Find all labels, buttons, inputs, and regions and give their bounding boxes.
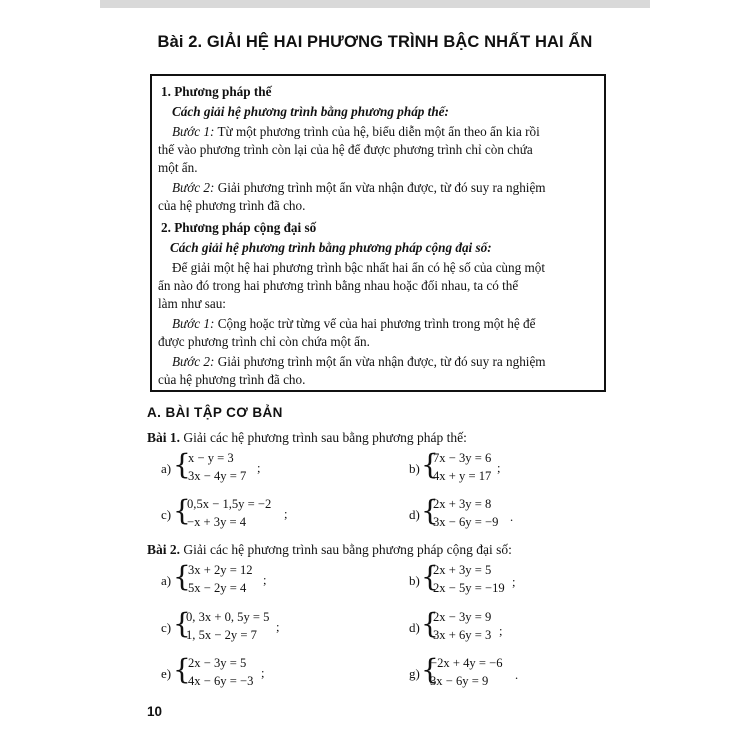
s2-intro-line3: làm như sau: [158,296,226,311]
exercise-1-label: Bài 1. [147,430,181,445]
left-brace: { [421,448,439,481]
theory-box [150,74,606,392]
lesson-title: Bài 2. GIẢI HỆ HAI PHƯƠNG TRÌNH BẬC NHẤT HAI ẨN [157,33,593,51]
equation-2: 1, 5x − 2y = 7 [186,628,257,642]
left-brace: { [421,653,439,686]
s2-step2-text1: Giải phương trình một ẩn vừa nhận được, từ đó suy ra nghiệm [217,354,546,369]
item-punctuation: ; [276,620,280,634]
left-brace: { [421,494,439,527]
s1-step1-line2: thế vào phương trình còn lại của hệ để được phương trình chỉ còn chứa [158,142,533,157]
exercise-2-heading [147,542,512,558]
equation-2: −x + 3y = 4 [187,515,247,529]
item-punctuation: ; [257,461,261,475]
equation-2: 4x − 6y = −3 [188,674,254,688]
page-number: 10 [147,704,163,719]
equation-1: 0, 3x + 0, 5y = 5 [186,610,270,624]
left-brace: { [173,494,191,527]
equation-1: 3x + 2y = 12 [188,563,253,577]
item-punctuation: ; [497,461,501,475]
section-2-subheading: Cách giải hệ phương trình bằng phương pháp cộng đại số: [170,240,492,255]
equation-2: 2x − 5y = −19 [433,581,505,595]
s1-step2-line2: của hệ phương trình đã cho. [158,198,306,213]
equation-1: 2x + 3y = 5 [433,563,492,577]
exercise-2-text: Giải các hệ phương trình sau bằng phương pháp cộng đại số: [183,542,512,557]
item-label: c) [161,507,172,522]
s2-step2-line2: của hệ phương trình đã cho. [158,372,306,387]
s2-step1-text1: Cộng hoặc trừ từng vế của hai phương trình trong một hệ để [217,316,536,331]
equation-2: 5x − 2y = 4 [188,581,247,595]
equation-2: 3x − 6y = −9 [433,515,499,529]
s1-step2-line1 [172,180,546,196]
item-label: b) [409,573,420,588]
left-brace: { [173,560,191,593]
left-brace: { [173,607,191,640]
equation-1: 2x − 3y = 5 [188,656,247,670]
equation-1: 2x + 3y = 8 [433,497,492,511]
exercise-2-label: Bài 2. [147,542,181,557]
equation-1: −2x + 4y = −6 [430,656,503,670]
equation-2: 4x + y = 17 [433,469,492,483]
section-1-heading: 1. Phương pháp thế [161,84,272,99]
item-label: d) [409,507,420,522]
item-label: b) [409,461,420,476]
item-label: c) [161,620,172,635]
equation-1: x − y = 3 [188,451,234,465]
item-punctuation: ; [512,575,516,589]
exercise-1-text: Giải các hệ phương trình sau bằng phương pháp thế: [183,430,467,445]
equation-2: 3x − 4y = 7 [188,469,247,483]
s2-intro-line1: Để giải một hệ hai phương trình bậc nhất hai ẩn có hệ số của cùng một [172,260,546,275]
s1-step1-text1: Từ một phương trình của hệ, biểu diễn một ẩn theo ẩn kia rồi [217,124,540,139]
section-a-heading: A. BÀI TẬP CƠ BẢN [147,405,283,420]
item-label: e) [161,666,172,681]
equation-1: 0,5x − 1,5y = −2 [187,497,272,511]
left-brace: { [173,448,191,481]
item-punctuation: ; [499,624,503,638]
item-punctuation: . [515,668,519,682]
section-2-heading: 2. Phương pháp cộng đại số [161,220,317,235]
equation-1: 2x − 3y = 9 [433,610,492,624]
s2-step1-line2: được phương trình chỉ còn chứa một ẩn. [158,334,370,349]
exercise-1-heading [147,430,467,446]
s1-step1-line3: một ẩn. [158,160,198,175]
s1-step1-line1 [172,124,540,140]
s1-step1-label: Bước 1: [172,124,215,139]
s2-step1-label: Bước 1: [172,316,215,331]
equation-2: 3x − 6y = 9 [430,674,489,688]
item-punctuation: ; [284,507,288,521]
top-band [100,0,650,8]
item-punctuation: ; [261,666,265,680]
equation-1: 7x − 3y = 6 [433,451,492,465]
item-label: a) [161,461,172,476]
item-punctuation: ; [263,573,267,587]
item-label: a) [161,573,172,588]
s2-step2-label: Bước 2: [172,354,215,369]
s1-step2-label: Bước 2: [172,180,215,195]
section-1-subheading: Cách giải hệ phương trình bằng phương pháp thế: [172,104,449,119]
s2-step2-line1 [172,354,546,370]
left-brace: { [421,607,439,640]
left-brace: { [421,560,439,593]
s2-step1-line1 [172,316,535,332]
item-label: g) [409,666,420,681]
s1-step2-text1: Giải phương trình một ẩn vừa nhận được, từ đó suy ra nghiệm [217,180,546,195]
item-punctuation: . [510,510,514,524]
left-brace: { [173,653,191,686]
item-label: d) [409,620,420,635]
s2-intro-line2: ẩn nào đó trong hai phương trình bằng nhau hoặc đối nhau, ta có thể [158,278,519,293]
equation-2: 3x + 6y = 3 [433,628,492,642]
